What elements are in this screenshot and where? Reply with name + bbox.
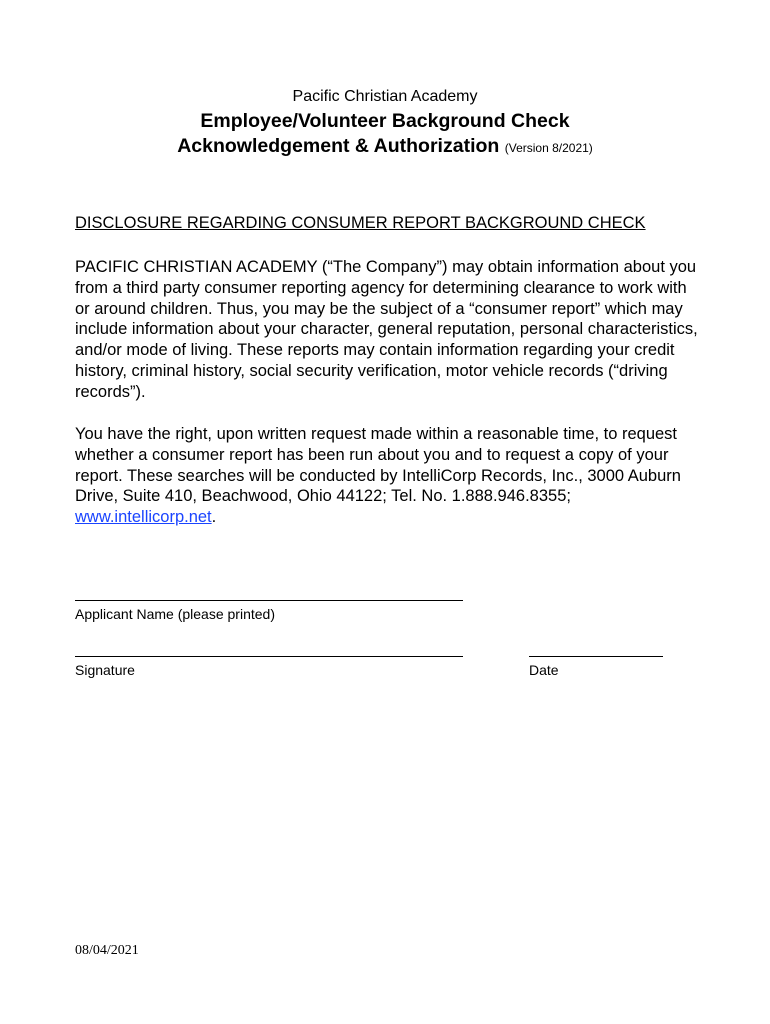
applicant-name-label: Applicant Name (please printed) (75, 606, 275, 622)
disclosure-paragraph-2 (75, 424, 700, 528)
form-version: (Version 8/2021) (504, 141, 593, 155)
intellicorp-link[interactable]: www.intellicorp.net (75, 508, 212, 527)
disclosure-heading: DISCLOSURE REGARDING CONSUMER REPORT BACKGROUND CHECK (75, 214, 646, 232)
disclosure-paragraph-1: PACIFIC CHRISTIAN ACADEMY (“The Company”) may obtain information about you from a third party consumer reporting agency for determining clearance to work with or around children. Thus, you may be the subject of a “consumer report” which may include information about your character, general reputation, personal characteristics, and/or mode of living. These reports may contain information regarding your credit history, criminal history, social security verification, motor vehicle records (“driving records”). (75, 258, 698, 401)
footer-date: 08/04/2021 (75, 943, 139, 958)
applicant-name-line[interactable] (75, 600, 463, 601)
date-label: Date (529, 662, 559, 678)
organization-name: Pacific Christian Academy (292, 88, 478, 105)
form-title: Employee/Volunteer Background Check (200, 110, 570, 132)
date-line[interactable] (529, 656, 663, 657)
paragraph-2-text: You have the right, upon written request made within a reasonable time, to request whether a consumer report has been run about you and to request a copy of your report. These searches will be conducted by IntelliCorp Records, Inc., 3000 Auburn Drive, Suite 410, Beachwood, Ohio 44122; Tel. No. 1.888.946.8355; (75, 425, 681, 506)
signature-label: Signature (75, 662, 135, 678)
paragraph-2-end: . (211, 508, 217, 527)
form-subtitle (0, 135, 770, 158)
signature-line[interactable] (75, 656, 463, 657)
form-subtitle-text: Acknowledgement & Authorization (177, 135, 500, 157)
